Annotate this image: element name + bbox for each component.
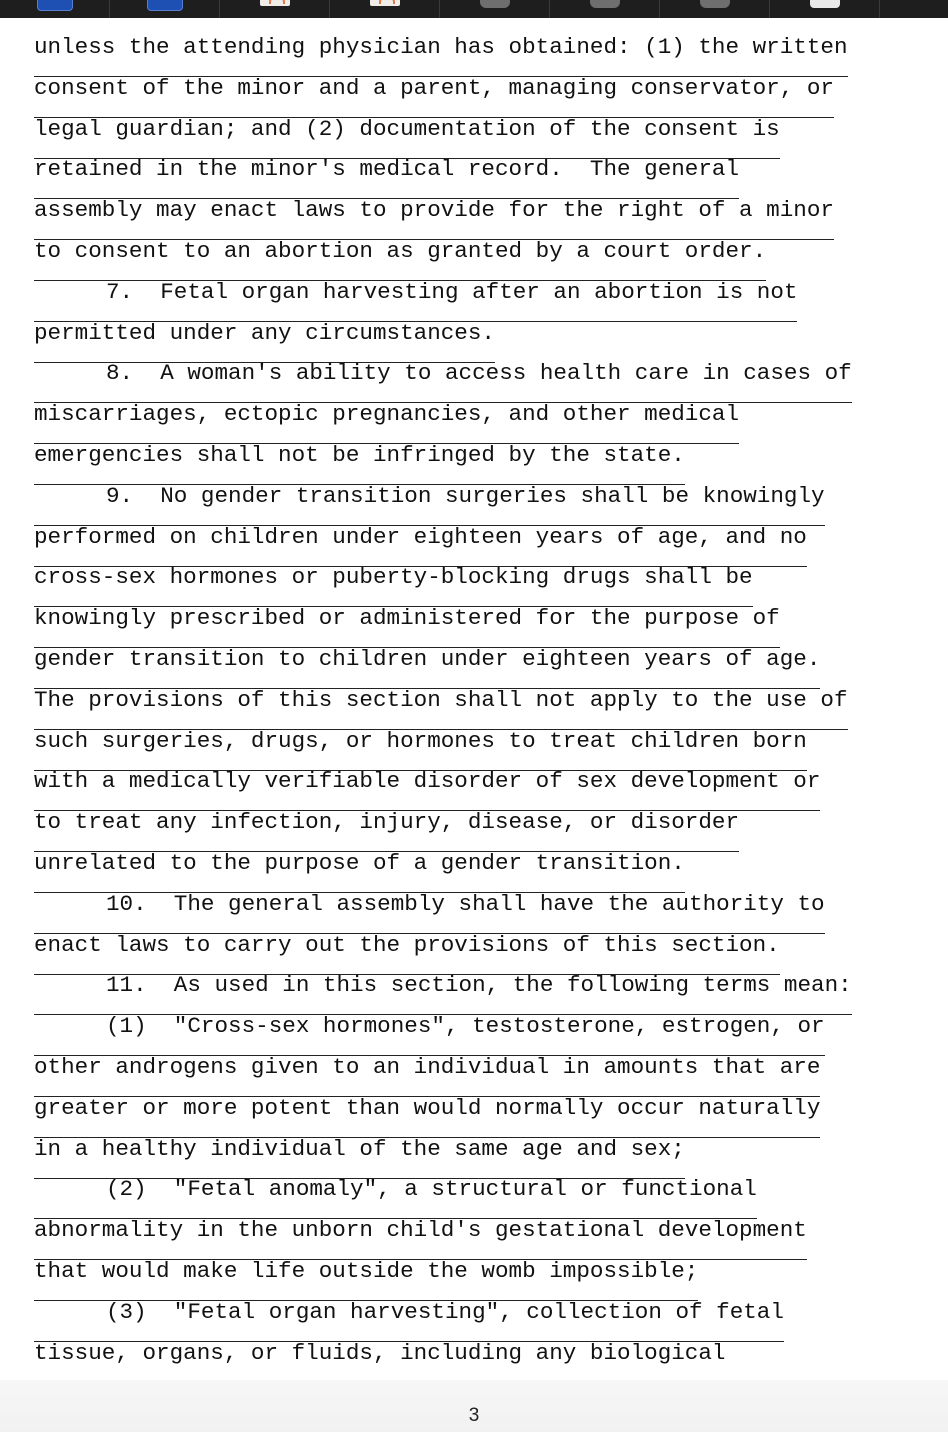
document-line xyxy=(34,36,848,77)
line-text: 10. The general assembly shall have the authority to xyxy=(106,890,825,917)
line-text: 7. Fetal organ harvesting after an abortion is not xyxy=(106,278,798,305)
document-line xyxy=(34,240,766,281)
toolbar-slot[interactable] xyxy=(110,0,220,18)
line-text: in a healthy individual of the same age and sex; xyxy=(34,1135,685,1162)
line-text: tissue, organs, or fluids, including any biological xyxy=(34,1339,726,1366)
document-line xyxy=(34,199,834,240)
document-line xyxy=(34,1056,820,1097)
line-text: (2) "Fetal anomaly", a structural or functional xyxy=(106,1176,757,1203)
app-icon[interactable] xyxy=(37,0,73,11)
toolbar-slot[interactable] xyxy=(0,0,110,18)
document-line xyxy=(34,686,848,730)
top-toolbar xyxy=(0,0,948,18)
document-line xyxy=(34,74,834,118)
document-line xyxy=(34,974,852,1015)
document-line xyxy=(34,607,780,648)
gray-button-icon[interactable] xyxy=(480,0,510,8)
toolbar-slot[interactable] xyxy=(330,0,440,18)
line-text: to consent to an abortion as granted by a court order. xyxy=(34,238,767,264)
document-line xyxy=(34,727,807,771)
document-line xyxy=(34,1135,685,1179)
gray-button-icon[interactable] xyxy=(590,0,620,8)
document-line xyxy=(34,648,820,689)
line-text: emergencies shall not be infringed by the state. xyxy=(34,442,685,468)
document-line xyxy=(34,811,739,852)
line-text: performed on children under eighteen years of age, and no xyxy=(34,523,807,550)
image-thumbnail-icon[interactable] xyxy=(370,0,400,6)
line-text: greater or more potent than would normally occur naturally xyxy=(34,1094,821,1121)
toolbar-slot[interactable] xyxy=(220,0,330,18)
line-text: gender transition to children under eighteen years of age. xyxy=(34,646,821,672)
document-line xyxy=(34,890,825,934)
line-text: miscarriages, ectopic pregnancies, and other medical xyxy=(34,401,740,428)
document-line xyxy=(34,1015,825,1056)
document-line xyxy=(34,1298,784,1342)
line-text: with a medically verifiable disorder of sex development or xyxy=(34,768,821,795)
document-line xyxy=(34,931,780,975)
line-text: The provisions of this section shall not apply to the use of xyxy=(34,686,848,713)
line-text: enact laws to carry out the provisions of this section. xyxy=(34,931,780,958)
line-text: consent of the minor and a parent, managing conservator, or xyxy=(34,74,834,101)
app-icon[interactable] xyxy=(147,0,183,11)
toolbar-slot[interactable] xyxy=(660,0,770,18)
line-text: cross-sex hormones or puberty-blocking drugs shall be xyxy=(34,564,753,591)
document-line xyxy=(34,115,780,159)
line-text: 11. As used in this section, the following terms mean: xyxy=(106,972,852,999)
document-line xyxy=(34,852,685,893)
image-thumbnail-icon[interactable] xyxy=(260,0,290,6)
document-line xyxy=(34,319,495,363)
document-line xyxy=(34,444,685,485)
document-line xyxy=(34,1094,821,1138)
line-text: permitted under any circumstances. xyxy=(34,319,495,346)
line-text: unless the attending physician has obtained: (1) the written xyxy=(34,34,848,60)
line-text: legal guardian; and (2) documentation of the consent is xyxy=(34,115,780,142)
more-options-icon[interactable] xyxy=(810,0,840,8)
document-line xyxy=(34,1219,807,1260)
document-line xyxy=(34,770,820,811)
line-text: retained in the minor's medical record. The general xyxy=(34,156,740,183)
line-text: such surgeries, drugs, or hormones to treat children born xyxy=(34,727,807,754)
document-line xyxy=(34,362,852,403)
line-text: 8. A woman's ability to access health care in cases of xyxy=(106,360,852,387)
line-text: that would make life outside the womb impossible; xyxy=(34,1258,699,1284)
toolbar-slot[interactable] xyxy=(550,0,660,18)
document-line xyxy=(34,158,739,199)
line-text: unrelated to the purpose of a gender transition. xyxy=(34,850,685,876)
gray-button-icon[interactable] xyxy=(700,0,730,8)
line-text: 9. No gender transition surgeries shall be knowingly xyxy=(106,482,825,509)
document-line xyxy=(34,403,739,444)
line-text: knowingly prescribed or administered for the purpose of xyxy=(34,605,780,632)
toolbar-slot[interactable] xyxy=(770,0,880,18)
line-text: to treat any infection, injury, disease, or disorder xyxy=(34,809,740,836)
document-line xyxy=(34,1260,698,1301)
document-line xyxy=(34,1178,757,1219)
line-text: assembly may enact laws to provide for the right of a minor xyxy=(34,197,834,224)
document-line xyxy=(34,523,807,567)
line-text: (1) "Cross-sex hormones", testosterone, estrogen, or xyxy=(106,1013,825,1040)
document-line xyxy=(34,1339,726,1383)
line-text: other androgens given to an individual in amounts that are xyxy=(34,1054,821,1080)
toolbar-slot[interactable] xyxy=(440,0,550,18)
line-text: abnormality in the unborn child's gestational development xyxy=(34,1217,807,1244)
line-text: (3) "Fetal organ harvesting", collection of fetal xyxy=(106,1298,784,1325)
document-line xyxy=(34,482,825,526)
document-line xyxy=(34,278,798,322)
document-line xyxy=(34,566,753,607)
page-number: 3 xyxy=(468,1405,480,1426)
